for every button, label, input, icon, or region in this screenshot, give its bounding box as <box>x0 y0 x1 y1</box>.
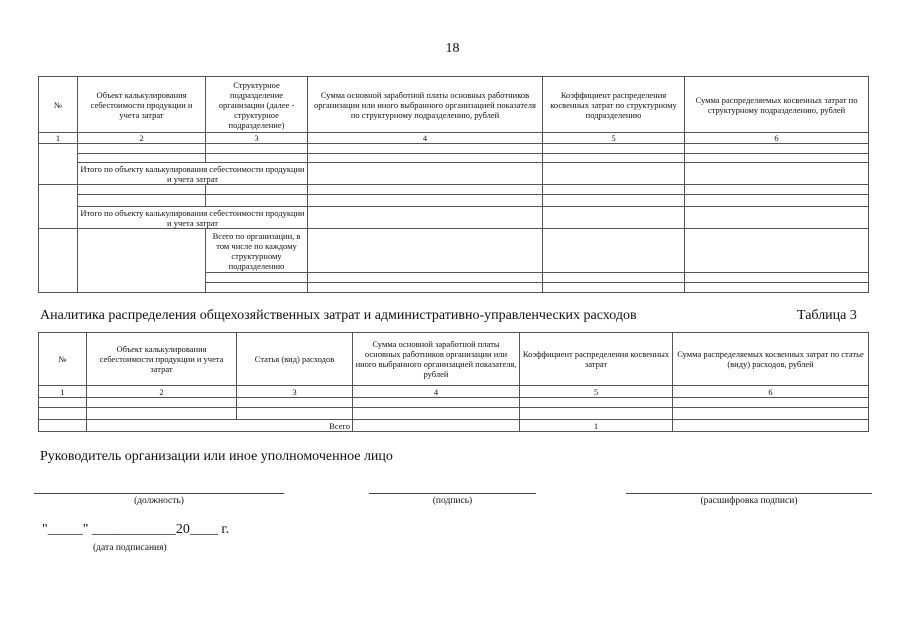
total-label: Всего <box>87 420 353 432</box>
cell <box>543 195 685 207</box>
cell <box>78 185 206 195</box>
total-coefficient: 1 <box>520 420 673 432</box>
cell <box>543 283 685 293</box>
page-number: 18 <box>445 41 460 56</box>
cell <box>673 408 869 420</box>
cell <box>353 420 520 432</box>
cell <box>78 154 206 163</box>
cell <box>543 163 685 185</box>
cell <box>543 273 685 283</box>
total-label: Всего по организации, в том числе по каждому структурному подразделению <box>206 229 308 273</box>
cell <box>78 144 206 154</box>
header-number: № <box>39 77 78 133</box>
cell <box>685 195 869 207</box>
cell <box>308 154 543 163</box>
table-row <box>39 144 869 154</box>
col-number: 2 <box>78 133 206 144</box>
header-salary-sum: Сумма основной заработной платы основных работников организации или иного выбранного организацией показателя, рублей <box>353 333 520 386</box>
table-header-row <box>39 77 869 133</box>
cell <box>308 283 543 293</box>
row-number-cell <box>39 185 78 229</box>
signature-field[interactable] <box>369 493 536 506</box>
position-caption: (должность) <box>134 496 184 506</box>
header-salary-sum: Сумма основной заработной платы основных работников организации или иного выбранного организацией показателя по структурному подразделению, рублей <box>308 77 543 133</box>
col-number: 5 <box>520 386 673 398</box>
cell <box>39 408 87 420</box>
header-coefficient: Коэффициент распределения косвенных затрат по структурному подразделению <box>543 77 685 133</box>
cell <box>673 398 869 408</box>
cell <box>206 185 308 195</box>
signing-date-caption: (дата подписания) <box>93 543 167 553</box>
cell <box>685 273 869 283</box>
cell <box>308 195 543 207</box>
column-number-row <box>39 386 869 398</box>
cell <box>308 163 543 185</box>
cell <box>685 185 869 195</box>
column-number-row <box>39 133 869 144</box>
cell <box>520 408 673 420</box>
cell <box>308 144 543 154</box>
col-number: 3 <box>206 133 308 144</box>
table3-title: Аналитика распределения общехозяйственных затрат и административно-управленческих расходов <box>40 308 637 323</box>
cell <box>543 144 685 154</box>
signer-title: Руководитель организации или иное уполномоченное лицо <box>40 449 393 464</box>
cell <box>685 229 869 273</box>
name-field[interactable] <box>626 493 872 506</box>
header-cost-object: Объект калькулирования себестоимости продукции и учета затрат <box>87 333 237 386</box>
header-division: Структурное подразделение организации (далее - структурное подразделение) <box>206 77 308 133</box>
subtotal-row <box>39 207 869 229</box>
subtotal-row <box>39 163 869 185</box>
col-number: 3 <box>237 386 353 398</box>
signature-caption: (подпись) <box>432 496 473 506</box>
cell <box>308 207 543 229</box>
cell <box>237 408 353 420</box>
cell <box>543 207 685 229</box>
cell <box>308 273 543 283</box>
cell <box>206 283 308 293</box>
table-row <box>39 195 869 207</box>
cell <box>685 207 869 229</box>
col-number: 4 <box>308 133 543 144</box>
cell <box>78 195 206 207</box>
table-row <box>39 398 869 408</box>
overhead-allocation-table <box>38 332 869 432</box>
header-cost-object: Объект калькулирования себестоимости продукции и учета затрат <box>78 77 206 133</box>
header-coefficient: Коэффициент распределения косвенных затрат <box>520 333 673 386</box>
cell <box>206 154 308 163</box>
cell <box>685 154 869 163</box>
cell <box>39 398 87 408</box>
signing-date-line[interactable]: "_____" ____________20____ г. <box>42 522 230 537</box>
col-number: 1 <box>39 386 87 398</box>
cell <box>78 229 206 293</box>
cell <box>87 398 237 408</box>
name-caption: (расшифровка подписи) <box>700 496 798 506</box>
header-indirect-sum: Сумма распределяемых косвенных затрат по структурному подразделению, рублей <box>685 77 869 133</box>
table-row <box>39 408 869 420</box>
header-number: № <box>39 333 87 386</box>
col-number: 6 <box>673 386 869 398</box>
subtotal-label: Итого по объекту калькулирования себестоимости продукции и учета затрат <box>78 207 308 229</box>
cell <box>39 420 87 432</box>
col-number: 2 <box>87 386 237 398</box>
cell <box>353 408 520 420</box>
cell <box>543 154 685 163</box>
subtotal-label: Итого по объекту калькулирования себестоимости продукции и учета затрат <box>78 163 308 185</box>
total-row <box>39 229 869 273</box>
cell <box>87 408 237 420</box>
cell <box>206 195 308 207</box>
table-row <box>39 185 869 195</box>
col-number: 4 <box>353 386 520 398</box>
cell <box>206 273 308 283</box>
col-number: 1 <box>39 133 78 144</box>
position-field[interactable] <box>34 493 284 506</box>
table3-label: Таблица 3 <box>797 308 857 323</box>
header-expense-item: Статья (вид) расходов <box>237 333 353 386</box>
cell <box>353 398 520 408</box>
cell <box>206 144 308 154</box>
cell <box>685 163 869 185</box>
allocation-by-division-table <box>38 76 869 293</box>
cell <box>543 229 685 273</box>
table-header-row <box>39 333 869 386</box>
cell <box>308 229 543 273</box>
cell <box>520 398 673 408</box>
table-row <box>39 154 869 163</box>
total-row <box>39 420 869 432</box>
cell <box>685 144 869 154</box>
cell <box>685 283 869 293</box>
row-number-cell <box>39 144 78 185</box>
row-number-cell <box>39 229 78 293</box>
col-number: 6 <box>685 133 869 144</box>
cell <box>308 185 543 195</box>
cell <box>673 420 869 432</box>
cell <box>543 185 685 195</box>
col-number: 5 <box>543 133 685 144</box>
header-indirect-sum: Сумма распределяемых косвенных затрат по статье (виду) расходов, рублей <box>673 333 869 386</box>
cell <box>237 398 353 408</box>
